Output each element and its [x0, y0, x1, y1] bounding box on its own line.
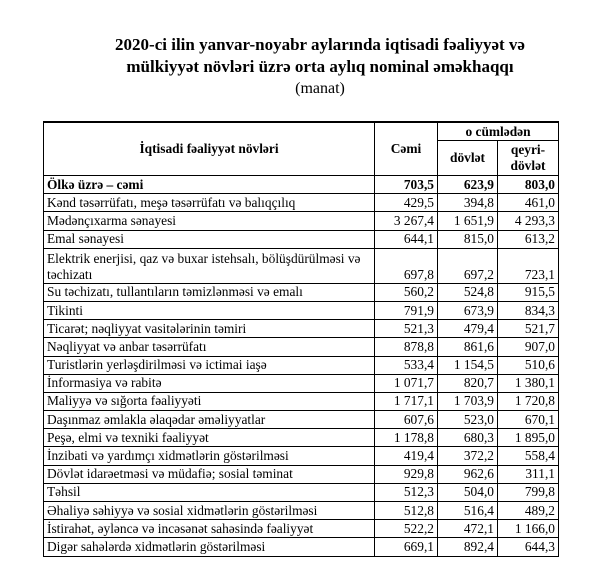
header-including: o cümlədən: [438, 122, 559, 141]
table-row: [44, 320, 559, 338]
table-row: [44, 465, 559, 483]
table-row: [44, 538, 559, 556]
row-total-value: 878,8: [375, 338, 438, 356]
row-name: Dövlət idarəetməsi və müdafiə; sosial təminat: [44, 465, 375, 483]
row-state-value: 472,1: [438, 520, 498, 538]
row-name: Ölkə üzrə – cəmi: [44, 176, 375, 194]
row-name: Elektrik enerjisi, qaz və buxar istehsalı, bölüşdürülməsi və təchizatı: [44, 248, 375, 283]
row-name: Tikinti: [44, 301, 375, 319]
table-row: [44, 338, 559, 356]
row-state-value: 504,0: [438, 483, 498, 501]
row-nonstate-value: 670,1: [498, 411, 559, 429]
row-nonstate-value: 311,1: [498, 465, 559, 483]
row-name: Əhaliyə səhiyyə və sosial xidmətlərin göstərilməsi: [44, 502, 375, 520]
row-total-value: 1 717,1: [375, 392, 438, 410]
row-name: Ticarət; nəqliyyat vasitələrinin təmiri: [44, 320, 375, 338]
row-total-value: 607,6: [375, 411, 438, 429]
document-title-line1: 2020-ci ilin yanvar-noyabr aylarında iqtisadi fəaliyyət və: [115, 35, 525, 54]
table-row: [44, 356, 559, 374]
row-nonstate-value: 723,1: [498, 248, 559, 283]
row-name: Maliyyə və sığorta fəaliyyəti: [44, 392, 375, 410]
row-total-value: 512,3: [375, 483, 438, 501]
row-state-value: 673,9: [438, 301, 498, 319]
table-row: [44, 392, 559, 410]
table-row-total: [44, 176, 559, 194]
row-state-value: 962,6: [438, 465, 498, 483]
row-name: Peşə, elmi və texniki fəaliyyət: [44, 429, 375, 447]
row-name: İnformasiya və rabitə: [44, 374, 375, 392]
table-row: [44, 502, 559, 520]
table-row: [44, 212, 559, 230]
row-nonstate-value: 521,7: [498, 320, 559, 338]
row-state-value: 623,9: [438, 176, 498, 194]
wage-table: [43, 121, 559, 557]
row-state-value: 820,7: [438, 374, 498, 392]
table-row: [44, 411, 559, 429]
row-state-value: 1 154,5: [438, 356, 498, 374]
row-name: Daşınmaz əmlakla əlaqədar əməliyyatlar: [44, 411, 375, 429]
row-nonstate-value: 489,2: [498, 502, 559, 520]
row-name: İstirahət, əyləncə və incəsənət sahəsində fəaliyyət: [44, 520, 375, 538]
row-total-value: 521,3: [375, 320, 438, 338]
table-row: [44, 483, 559, 501]
table-row: [44, 230, 559, 248]
table-row: [44, 447, 559, 465]
row-total-value: 522,2: [375, 520, 438, 538]
row-nonstate-value: 907,0: [498, 338, 559, 356]
row-total-value: 512,8: [375, 502, 438, 520]
row-name: Kənd təsərrüfatı, meşə təsərrüfatı və balıqçılıq: [44, 194, 375, 212]
table-row: [44, 283, 559, 301]
row-state-value: 1 651,9: [438, 212, 498, 230]
row-state-value: 861,6: [438, 338, 498, 356]
row-total-value: 703,5: [375, 176, 438, 194]
row-state-value: 697,2: [438, 248, 498, 283]
row-state-value: 524,8: [438, 283, 498, 301]
row-nonstate-value: 644,3: [498, 538, 559, 556]
row-state-value: 394,8: [438, 194, 498, 212]
row-total-value: 1 178,8: [375, 429, 438, 447]
row-nonstate-value: 834,3: [498, 301, 559, 319]
table-row: [44, 301, 559, 319]
row-state-value: 479,4: [438, 320, 498, 338]
row-name: Mədənçıxarma sənayesi: [44, 212, 375, 230]
row-state-value: 516,4: [438, 502, 498, 520]
row-nonstate-value: 4 293,3: [498, 212, 559, 230]
row-state-value: 815,0: [438, 230, 498, 248]
row-name: İnzibati və yardımçı xidmətlərin göstərilməsi: [44, 447, 375, 465]
row-name: Nəqliyyat və anbar təsərrüfatı: [44, 338, 375, 356]
unit-label: (manat): [295, 80, 345, 97]
row-total-value: 929,8: [375, 465, 438, 483]
header-nonstate: [498, 141, 559, 176]
row-name: Təhsil: [44, 483, 375, 501]
row-nonstate-value: 915,5: [498, 283, 559, 301]
row-total-value: 791,9: [375, 301, 438, 319]
row-total-value: 533,4: [375, 356, 438, 374]
table-row: [44, 194, 559, 212]
header-total: Cəmi: [375, 122, 438, 176]
row-nonstate-value: 1 720,8: [498, 392, 559, 410]
row-nonstate-value: 1 166,0: [498, 520, 559, 538]
document-title-line2: mülkiyyət növləri üzrə orta aylıq nominal əməkhaqqı: [126, 57, 514, 76]
row-nonstate-value: 510,6: [498, 356, 559, 374]
row-name: Turistlərin yerləşdirilməsi və ictimai iaşə: [44, 356, 375, 374]
row-total-value: 429,5: [375, 194, 438, 212]
row-state-value: 1 703,9: [438, 392, 498, 410]
row-state-value: 523,0: [438, 411, 498, 429]
row-total-value: 697,8: [375, 248, 438, 283]
table-row: [44, 374, 559, 392]
table-row: [44, 429, 559, 447]
row-nonstate-value: 803,0: [498, 176, 559, 194]
row-total-value: 669,1: [375, 538, 438, 556]
header-activity: İqtisadi fəaliyyət növləri: [44, 122, 375, 176]
row-state-value: 372,2: [438, 447, 498, 465]
row-nonstate-value: 461,0: [498, 194, 559, 212]
row-total-value: 3 267,4: [375, 212, 438, 230]
row-total-value: 644,1: [375, 230, 438, 248]
row-nonstate-value: 1 895,0: [498, 429, 559, 447]
row-nonstate-value: 613,2: [498, 230, 559, 248]
row-state-value: 892,4: [438, 538, 498, 556]
row-name: Emal sənayesi: [44, 230, 375, 248]
table-row: [44, 520, 559, 538]
row-total-value: 1 071,7: [375, 374, 438, 392]
row-state-value: 680,3: [438, 429, 498, 447]
row-total-value: 560,2: [375, 283, 438, 301]
header-state: dövlət: [438, 141, 498, 176]
table-row: [44, 248, 559, 283]
row-name: Digər sahələrdə xidmətlərin göstərilməsi: [44, 538, 375, 556]
row-nonstate-value: 1 380,1: [498, 374, 559, 392]
header-nonstate-text: qeyri-dövlət: [510, 142, 546, 173]
row-name: Su təchizatı, tullantıların təmizlənməsi və emalı: [44, 283, 375, 301]
row-nonstate-value: 558,4: [498, 447, 559, 465]
row-nonstate-value: 799,8: [498, 483, 559, 501]
row-total-value: 419,4: [375, 447, 438, 465]
